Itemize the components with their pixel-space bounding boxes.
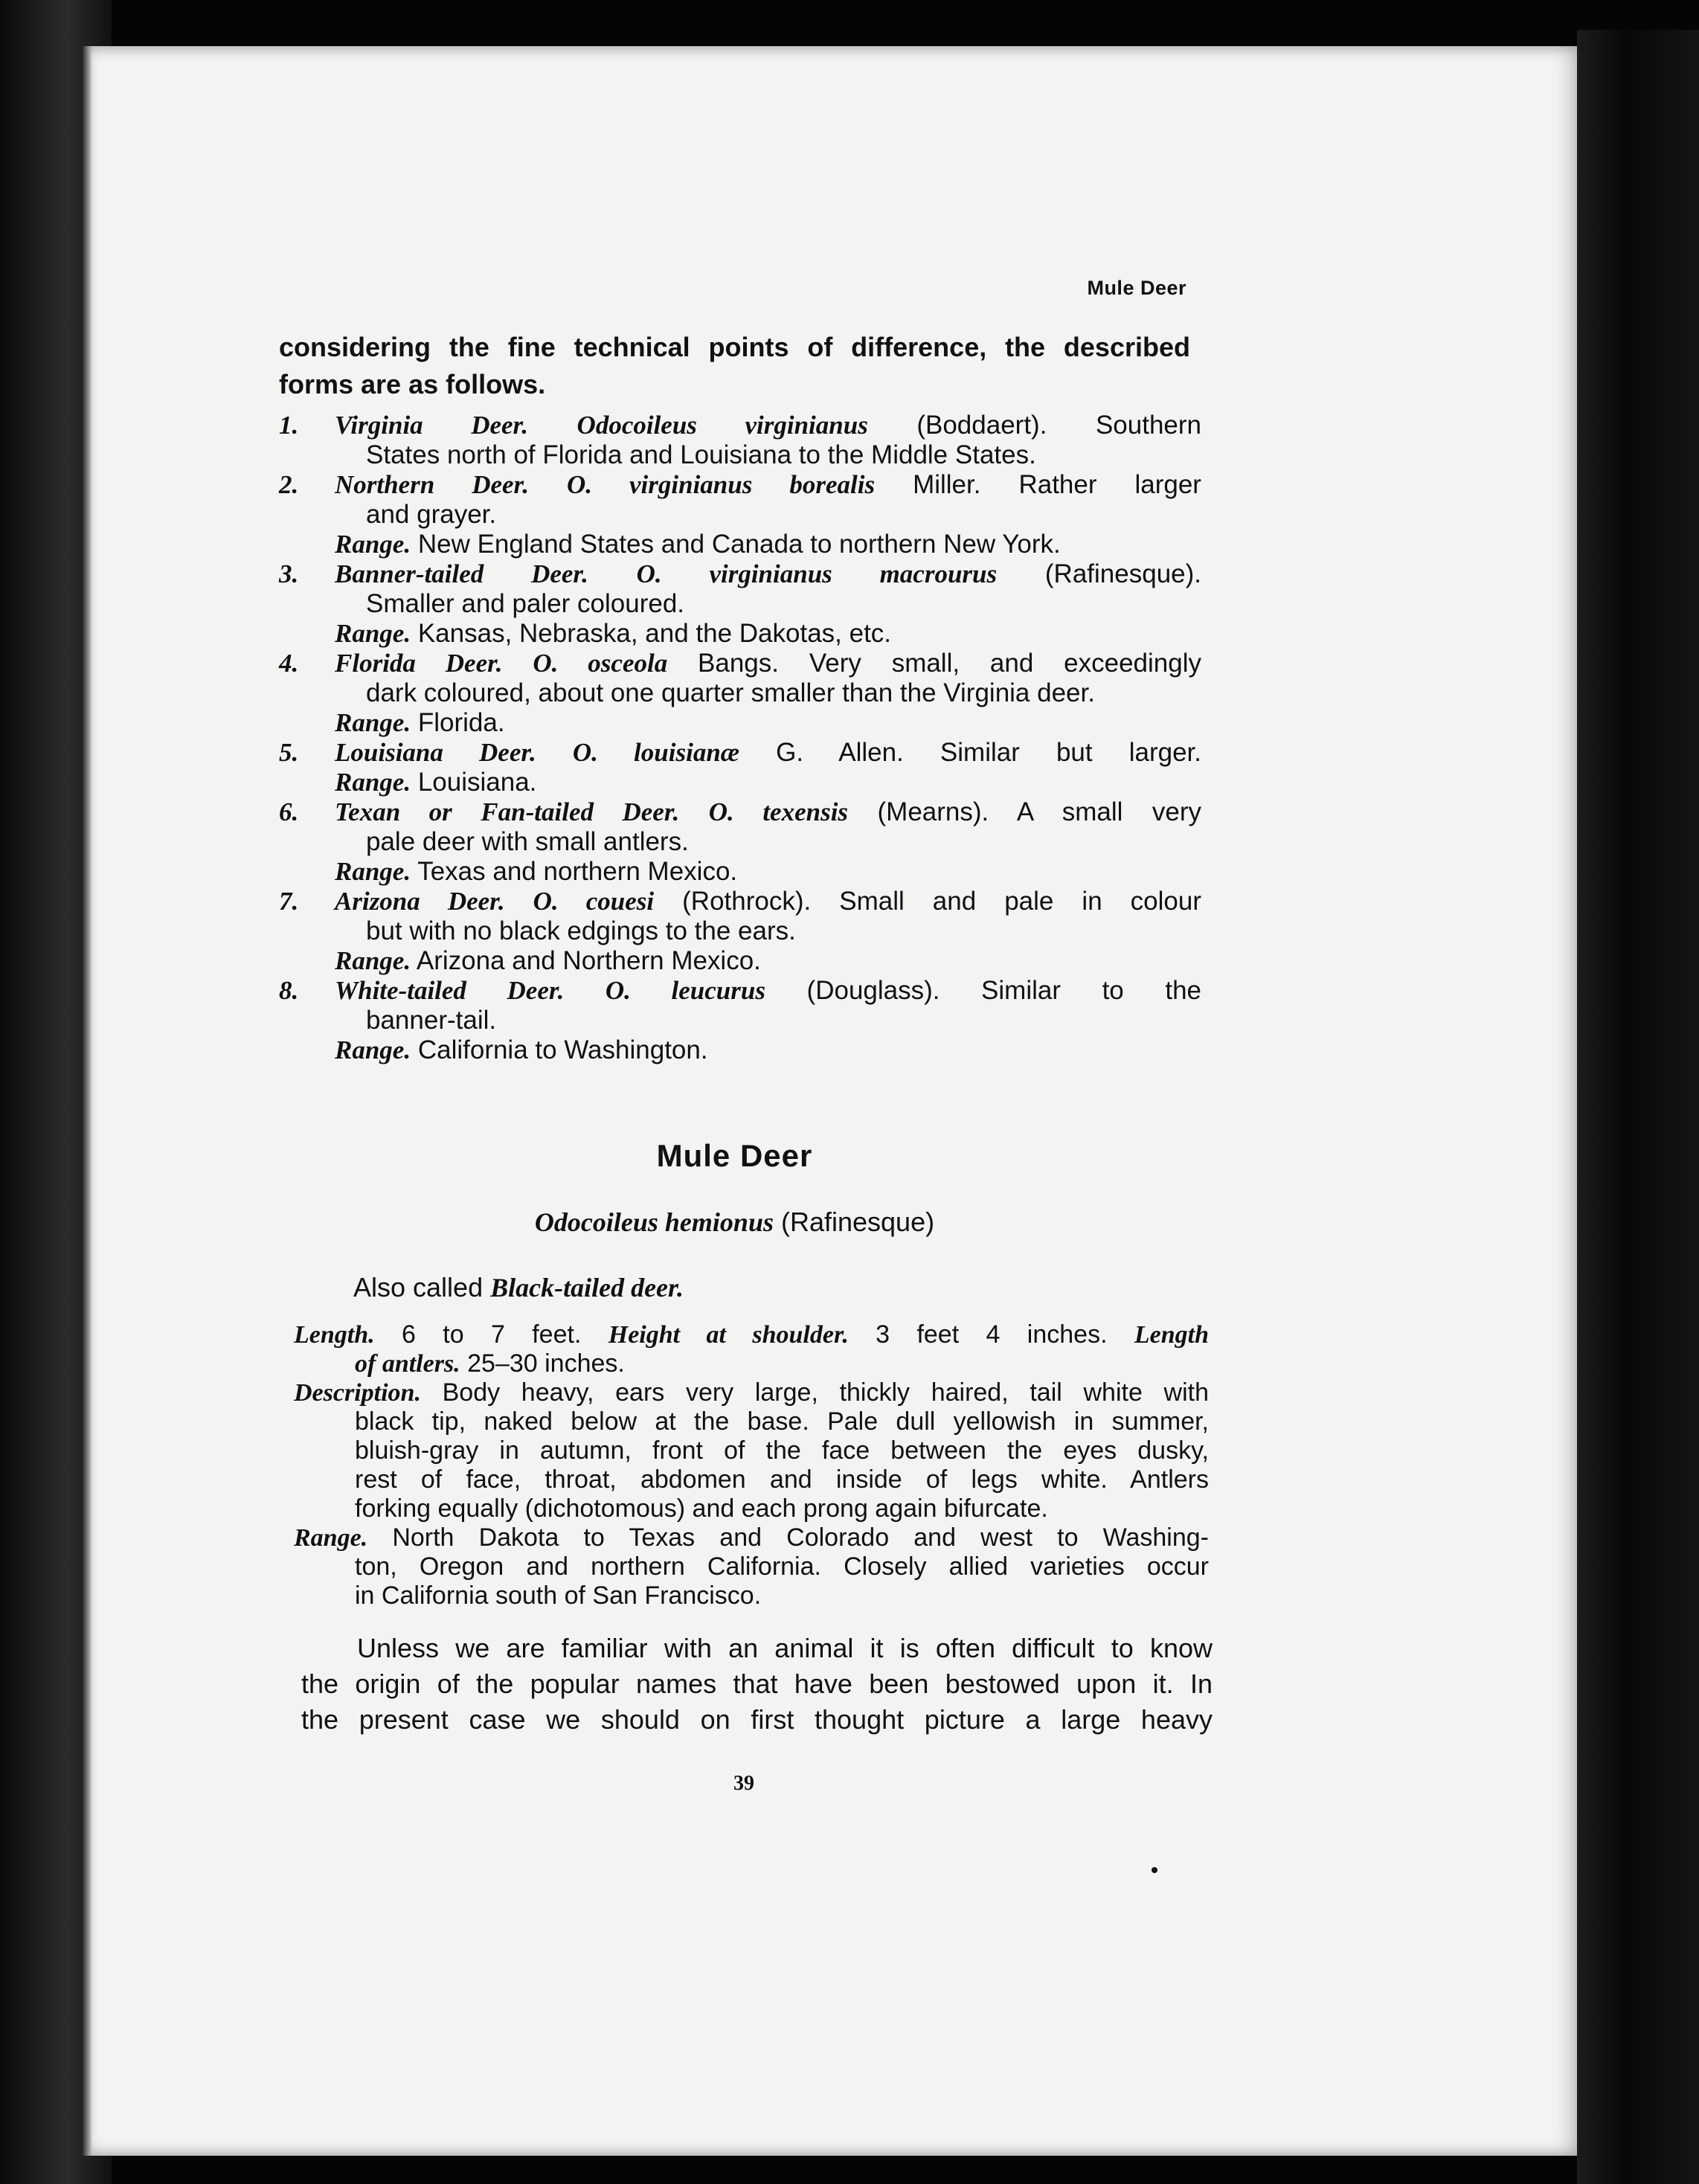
range-line: in California south of San Francisco. — [355, 1581, 762, 1610]
height-value: 3 feet 4 inches. — [848, 1320, 1134, 1349]
species-number: 3. — [279, 559, 299, 588]
species-common-name: Florida Deer. — [335, 649, 503, 678]
range-line — [294, 1523, 1209, 1552]
species-note-cont: and grayer. — [366, 500, 497, 529]
species-note: Miller. Rather larger — [875, 470, 1201, 499]
species-note: Bangs. Very small, and exceedingly — [667, 649, 1201, 678]
species-range-value: Florida. — [411, 708, 505, 737]
species-range-line — [335, 1035, 1201, 1065]
also-called-prefix: Also called — [353, 1272, 491, 1303]
species-range-line — [335, 530, 1201, 559]
species-item — [279, 411, 1201, 470]
range-text: North Dakota to Texas and Colorado and west to Washing- — [367, 1523, 1209, 1552]
species-line — [335, 738, 1201, 768]
species-line — [335, 470, 1201, 500]
species-range-value: Kansas, Nebraska, and the Dakotas, etc. — [411, 619, 892, 648]
species-line — [335, 411, 1201, 440]
species-range-line — [335, 946, 1201, 976]
scientific-author: (Rafinesque) — [773, 1207, 935, 1237]
species-range-label: Range. — [335, 857, 411, 886]
page-number: 39 — [733, 1772, 754, 1795]
species-number: 2. — [279, 470, 299, 499]
species-range-value: Arizona and Northern Mexico. — [411, 946, 761, 975]
species-range-label: Range. — [335, 768, 411, 797]
species-range-label: Range. — [335, 530, 411, 559]
species-note-cont: States north of Florida and Louisiana to the Middle States. — [366, 440, 1036, 469]
species-note: G. Allen. Similar but larger. — [739, 738, 1201, 767]
also-called-line — [353, 1272, 684, 1303]
range-label: Range. — [294, 1524, 368, 1552]
species-item — [279, 797, 1201, 887]
species-scientific-name: O. louisianæ — [572, 738, 740, 767]
species-note-cont: banner-tail. — [366, 1006, 497, 1035]
scientific-name: Odocoileus hemionus — [534, 1207, 774, 1237]
species-note: (Douglass). Similar to the — [765, 976, 1201, 1005]
ink-speck — [1152, 1867, 1157, 1873]
species-note: (Boddaert). Southern — [867, 411, 1202, 440]
species-number: 6. — [279, 797, 299, 826]
description-label: Description. — [294, 1379, 421, 1407]
range-block — [294, 1523, 1209, 1610]
species-line — [335, 797, 1201, 827]
species-scientific-name: O. leucurus — [605, 976, 765, 1005]
length-label: Length. — [294, 1321, 375, 1349]
species-number: 4. — [279, 649, 299, 678]
species-common-name: Virginia Deer. — [335, 411, 529, 440]
page-right-shadow — [1577, 30, 1699, 2184]
paragraph-line: the present case we should on first thought picture a large heavy — [301, 1704, 1213, 1735]
species-range-label: Range. — [335, 946, 411, 975]
species-number: 1. — [279, 411, 299, 440]
species-line — [335, 649, 1201, 678]
species-common-name: White-tailed Deer. — [335, 976, 565, 1005]
species-note-cont: Smaller and paler coloured. — [366, 589, 685, 618]
antler-line — [294, 1349, 1209, 1378]
species-range-line — [335, 619, 1201, 649]
species-range-value: Texas and northern Mexico. — [411, 857, 738, 886]
species-item — [279, 559, 1201, 649]
species-range-label: Range. — [335, 1035, 411, 1064]
species-number: 5. — [279, 738, 299, 767]
description-line — [294, 1378, 1209, 1407]
species-item — [279, 887, 1201, 976]
description-line: black tip, naked below at the base. Pale dull yellowish in summer, — [355, 1407, 1209, 1436]
length-block — [294, 1320, 1209, 1378]
species-common-name: Louisiana Deer. — [335, 738, 536, 767]
species-common-name: Arizona Deer. — [335, 887, 505, 916]
species-scientific-name: O. osceola — [533, 649, 668, 678]
species-item — [279, 470, 1201, 559]
antler-label: Length — [1134, 1321, 1210, 1349]
species-range-label: Range. — [335, 708, 411, 737]
description-line: rest of face, throat, abdomen and inside of legs white. Antlers — [355, 1465, 1209, 1494]
species-note-cont: dark coloured, about one quarter smaller than the Virginia deer. — [366, 678, 1095, 707]
paragraph-line: Unless we are familiar with an animal it is often difficult to know — [357, 1633, 1213, 1663]
species-range-value: New England States and Canada to northern New York. — [411, 530, 1061, 559]
species-common-name: Texan or Fan-tailed Deer. — [335, 797, 680, 826]
height-label: Height at shoulder. — [608, 1321, 849, 1349]
species-note: (Rafinesque). — [997, 559, 1202, 588]
scientific-name-heading — [279, 1207, 1190, 1238]
description-line: bluish-gray in autumn, front of the face between the eyes dusky, — [355, 1436, 1209, 1465]
description-text: Body heavy, ears very large, thickly haired, tail white with — [420, 1378, 1209, 1407]
species-item — [279, 738, 1201, 797]
species-scientific-name: O. virginianus borealis — [566, 470, 876, 499]
intro-line: considering the fine technical points of difference, the described — [279, 332, 1190, 362]
species-scientific-name: O. texensis — [708, 797, 849, 826]
species-item — [279, 976, 1201, 1065]
intro-paragraph — [279, 329, 1190, 403]
species-scientific-name: O. couesi — [533, 887, 655, 916]
running-head: Mule Deer — [1087, 277, 1186, 299]
species-number: 8. — [279, 976, 299, 1005]
species-note: (Rothrock). Small and pale in colour — [654, 887, 1202, 916]
species-range-line — [335, 708, 1201, 738]
species-common-name: Northern Deer. — [335, 470, 529, 499]
species-range-label: Range. — [335, 619, 411, 648]
species-range-value: California to Washington. — [411, 1035, 708, 1064]
description-line: forking equally (dichotomous) and each prong again bifurcate. — [355, 1494, 1048, 1523]
paragraph-line: the origin of the popular names that have been bestowed upon it. In — [301, 1668, 1213, 1699]
species-line — [335, 976, 1201, 1006]
intro-line: forms are as follows. — [279, 369, 546, 399]
species-list — [279, 411, 1201, 1065]
species-line — [335, 559, 1201, 589]
species-note: (Mearns). A small very — [848, 797, 1202, 826]
species-common-name: Banner-tailed Deer. — [335, 559, 588, 588]
species-item — [279, 649, 1201, 738]
species-number: 7. — [279, 887, 299, 916]
page-gutter — [82, 46, 92, 2156]
species-range-line — [335, 857, 1201, 887]
antler-value: 25–30 inches. — [460, 1349, 625, 1378]
species-scientific-name: O. virginianus macrourus — [636, 559, 998, 588]
length-line — [294, 1320, 1209, 1349]
range-line: ton, Oregon and northern California. Closely allied varieties occur — [355, 1552, 1209, 1581]
also-called-name: Black-tailed deer. — [490, 1273, 684, 1303]
species-note-cont: but with no black edgings to the ears. — [366, 916, 796, 945]
description-block — [294, 1378, 1209, 1523]
species-range-value: Louisiana. — [411, 768, 537, 797]
length-value: 6 to 7 feet. — [374, 1320, 608, 1349]
species-details — [294, 1320, 1209, 1610]
species-note-cont: pale deer with small antlers. — [366, 827, 689, 856]
body-paragraph — [301, 1631, 1213, 1738]
section-heading: Mule Deer — [656, 1138, 813, 1173]
species-range-line — [335, 768, 1201, 797]
antler-label-cont: of antlers. — [355, 1350, 460, 1378]
species-scientific-name: Odocoileus virginianus — [576, 411, 868, 440]
species-line — [335, 887, 1201, 916]
